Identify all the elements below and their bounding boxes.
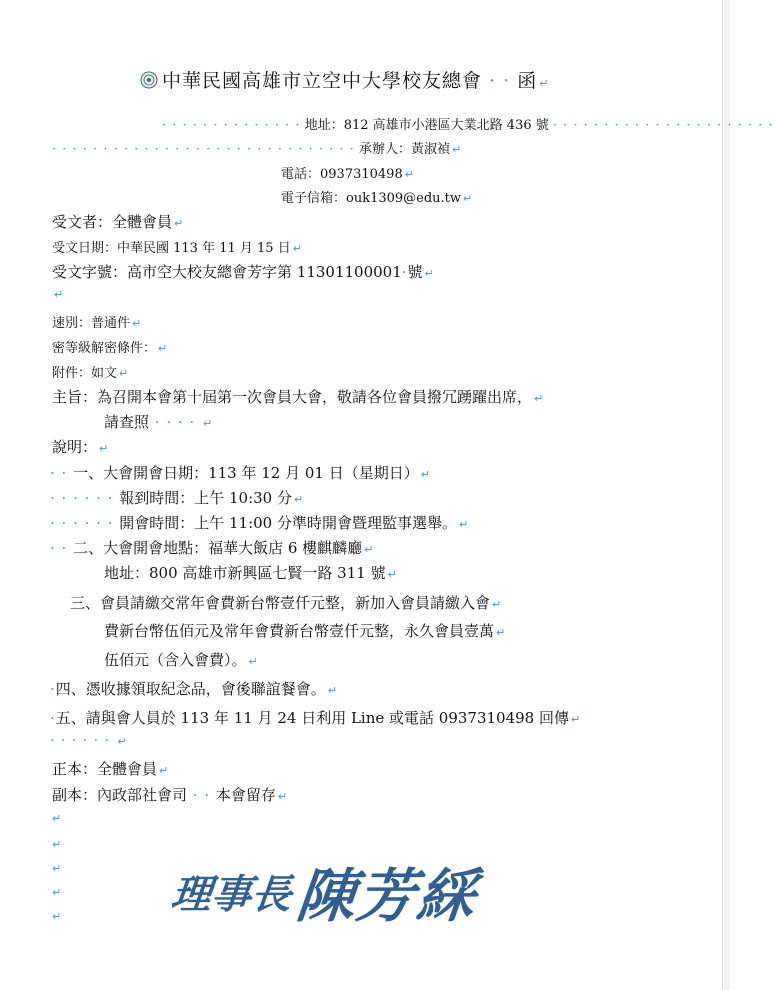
subject-line-1: 主旨：為召開本會第十屆第一次會員大會，敬請各位會員撥冗踴躍出席， ↵ (52, 388, 544, 406)
empty-line: ↵ (52, 812, 62, 825)
header-address: 地址：812 高雄市小港區大業北路 436 號 (304, 118, 549, 133)
item-5-continuation: · · · · · · ↵ (50, 733, 127, 749)
carbon-copy-suffix: 本會留存 (215, 786, 276, 804)
recipient-line: 受文者：全體會員 ↵ (52, 213, 184, 231)
carbon-copy-line: 副本：內政部社會司 · · 本會留存 ↵ (52, 786, 288, 804)
item-3-line-1: 三、會員請繳交常年會費新台幣壹仟元整，新加入會員請繳入會 ↵ (70, 594, 502, 612)
item-3-text-3: 伍佰元（含入會費）。 (104, 651, 247, 669)
item-1-start-line: · · · · · · 開會時間：上午 11:00 分準時開會暨理監事選舉。 ↵ (50, 514, 469, 532)
signature (168, 850, 496, 930)
header-phone-line: 電話：0937310498 ↵ (281, 167, 414, 182)
item-2-address-line: 地址：800 高雄市新興區七賢一路 311 號 ↵ (104, 564, 397, 582)
signature-name: 陳芳綵 (293, 861, 481, 930)
item-3-line-2: 費新台幣伍佰元及常年會費新台幣壹仟元整，永久會員壹萬 ↵ (104, 622, 506, 640)
header-contact-line: · · · · · · · · · · · · · · · · · · · · · · · · · · · · · · 承辦人：黃淑禎 ↵ (52, 142, 462, 157)
empty-line: ↵ (52, 862, 62, 875)
subject-text-1: 主旨：為召開本會第十屆第一次會員大會，敬請各位會員撥冗踴躍出席， (52, 388, 533, 406)
speed: 速別：普通件 (52, 316, 131, 331)
title-org: 中華民國高雄市立空中大學校友總會 (162, 70, 483, 92)
doc-number-line: 受文字號：高市空大校友總會芳字第 11301100001·號 ↵ (52, 263, 434, 281)
item-4-line: ·四、憑收據領取紀念品，會後聯誼餐會。 ↵ (50, 680, 338, 698)
item-1-checkin-line: · · · · · · 報到時間：上午 10:30 分 ↵ (50, 489, 304, 507)
empty-line: ↵ (52, 910, 62, 923)
emblem-icon (140, 71, 158, 89)
document-title: 中華民國高雄市立空中大學校友總會 · · 函 ↵ (140, 66, 549, 93)
explanation-label-line: 說明： ↵ (52, 438, 109, 456)
secret-level: 密等級解密條件： (52, 341, 157, 356)
secret-line: 密等級解密條件： ↵ (52, 341, 168, 356)
header-email-line: 電子信箱：ouk1309@edu.tw ↵ (281, 191, 473, 206)
title-type: 函 (517, 70, 538, 92)
item-3-line-3: 伍佰元（含入會費）。 ↵ (104, 651, 258, 669)
item-1-start: 開會時間：上午 11:00 分準時開會暨理監事選舉。 (119, 514, 457, 532)
item-2-address: 地址：800 高雄市新興區七賢一路 311 號 (104, 564, 386, 582)
subject-line-2: 請查照 · · · · ↵ (104, 413, 213, 431)
doc-number: 受文字號：高市空大校友總會芳字第 11301100001 (52, 263, 402, 281)
original-copy: 正本：全體會員 (52, 760, 158, 778)
item-2: 二、大會開會地點：福華大飯店 6 樓麒麟廳 (73, 539, 363, 557)
carbon-copy: 副本：內政部社會司 (52, 786, 188, 804)
attachment-line: 附件：如文 ↵ (52, 366, 129, 381)
item-3-text-2: 費新台幣伍佰元及常年會費新台幣壹仟元整，永久會員壹萬 (104, 622, 495, 640)
item-1-line: · · 一、大會開會日期：113 年 12 月 01 日（星期日） ↵ (50, 464, 430, 482)
header-email: 電子信箱：ouk1309@edu.tw (281, 191, 462, 206)
item-5: 五、請與會人員於 113 年 11 月 24 日利用 Line 或電話 0937310498 回傳 (55, 709, 569, 727)
attachment: 附件：如文 (52, 366, 118, 381)
signature-image (168, 850, 496, 930)
item-1-checkin: 報到時間：上午 10:30 分 (119, 489, 292, 507)
empty-line: ↵ (52, 838, 62, 851)
date-line: 受文日期：中華民國 113 年 11 月 15 日 ↵ (52, 241, 302, 256)
empty-line: ↵ (54, 288, 64, 301)
page-edge-shadow (724, 0, 730, 990)
page-edge (722, 0, 723, 990)
item-3-text-1: 三、會員請繳交常年會費新台幣壹仟元整，新加入會員請繳入會 (70, 594, 491, 612)
item-5-line: ·五、請與會人員於 113 年 11 月 24 日利用 Line 或電話 0937310498 回傳 ↵ (50, 709, 581, 727)
item-1: 一、大會開會日期：113 年 12 月 01 日（星期日） (73, 464, 419, 482)
header-address-line: · · · · · · · · · · · · · · 地址：812 高雄市小港區大業北路 436 號 · · · · · · · · · · · · · · · · · · · · · · (162, 118, 774, 133)
recipient: 受文者：全體會員 (52, 213, 173, 231)
paragraph-mark-icon: ↵ (539, 77, 550, 90)
received-date: 受文日期：中華民國 113 年 11 月 15 日 (52, 241, 291, 256)
item-4: 四、憑收據領取紀念品，會後聯誼餐會。 (55, 680, 326, 698)
item-2-line: · · 二、大會開會地點：福華大飯店 6 樓麒麟廳 ↵ (50, 539, 374, 557)
original-copy-line: 正本：全體會員 ↵ (52, 760, 169, 778)
subject-text-2: 請查照 (104, 413, 150, 431)
header-contact: 承辦人：黃淑禎 (358, 142, 450, 157)
speed-line: 速別：普通件 ↵ (52, 316, 142, 331)
explanation-label: 說明： (52, 438, 98, 456)
header-phone: 電話：0937310498 (281, 167, 403, 182)
signature-title: 理事長 (168, 871, 294, 918)
empty-line: ↵ (52, 886, 62, 899)
